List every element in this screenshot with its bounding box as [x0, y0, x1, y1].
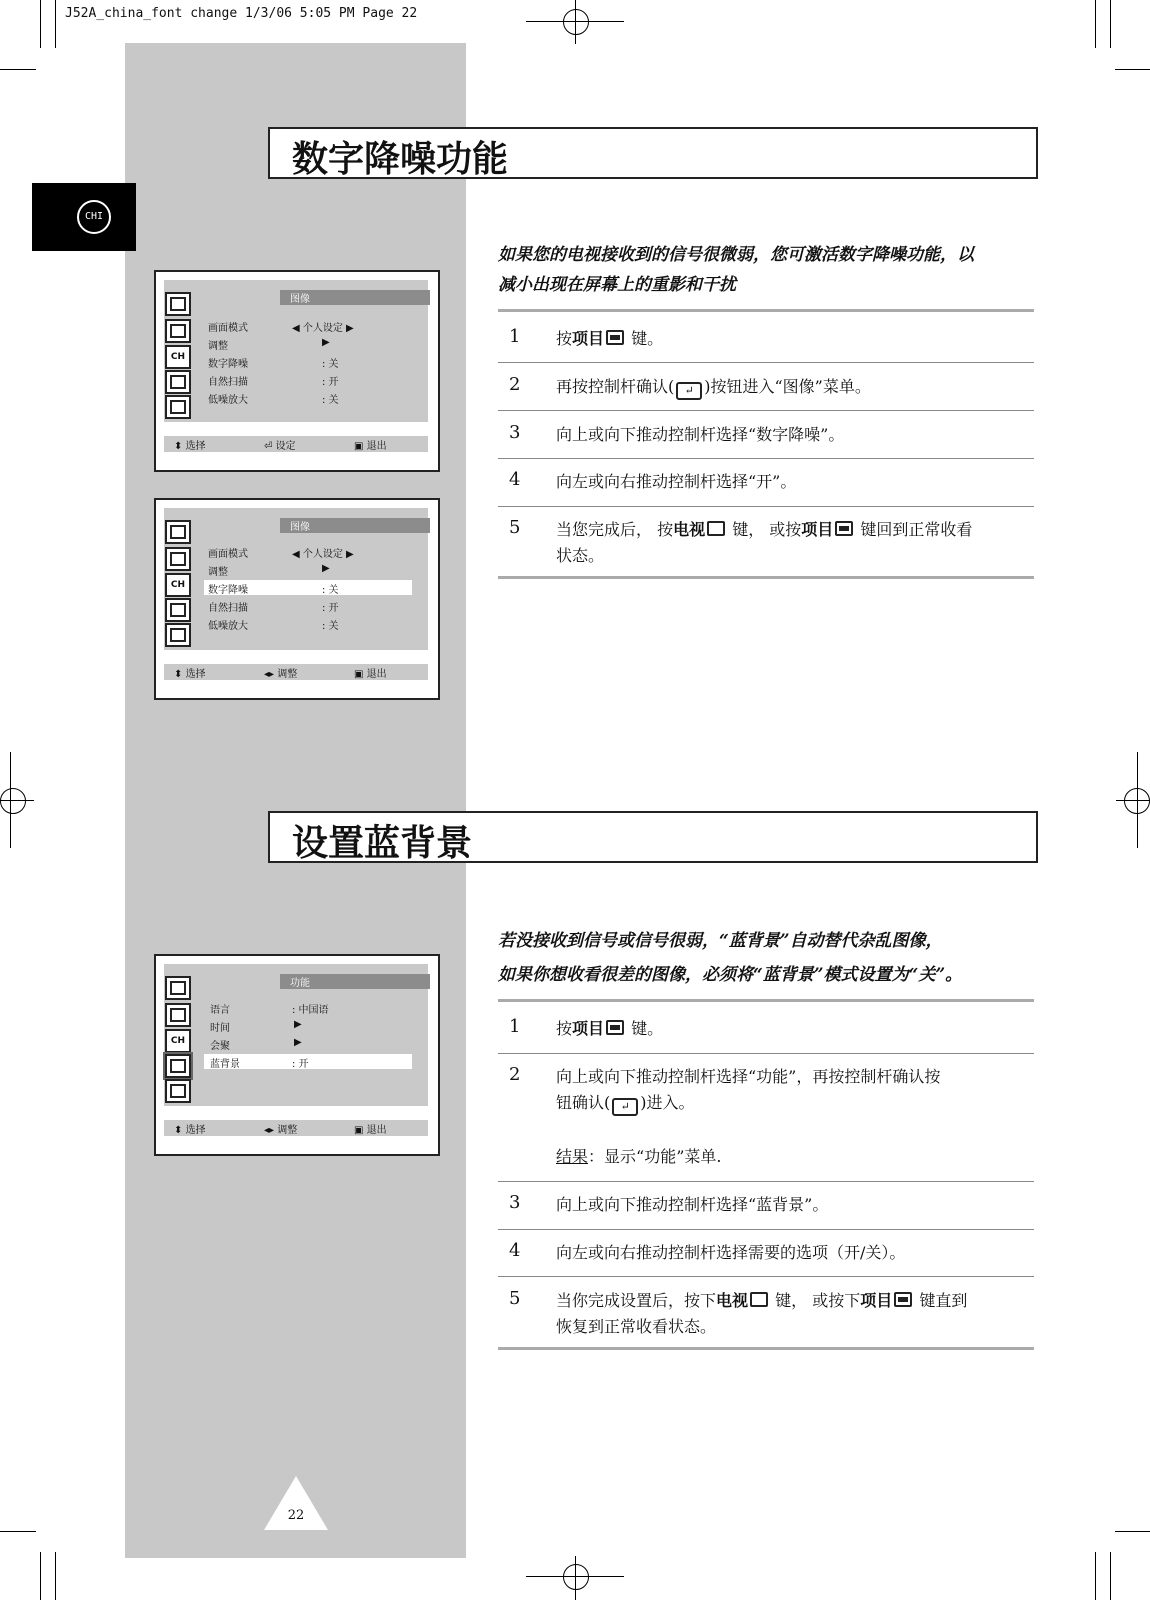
channel-menu-icon: CH: [165, 345, 191, 369]
divider: [498, 362, 1034, 363]
osd-screen: [154, 954, 440, 1156]
section-title-box: [268, 127, 1038, 179]
divider: [498, 410, 1034, 411]
page-number: 22: [287, 1508, 305, 1523]
step-text: 当您完成后， 按电视 键， 或按项目 键回到正常收看 状态。: [556, 520, 973, 565]
section-intro: [498, 240, 1038, 300]
divider: [498, 1181, 1034, 1182]
tv-button-icon: [750, 1292, 768, 1307]
osd-row-label: 语言: [210, 1005, 230, 1016]
menu-button-icon: [894, 1292, 912, 1307]
osd-row-value: : 关: [322, 585, 339, 596]
osd-row-label: 低噪放大: [208, 621, 248, 632]
function-menu-icon: [165, 598, 191, 622]
osd-footer: ⬍ 选择 ◂▸ 调整 ▣ 退出: [164, 1120, 428, 1136]
step-number: 5: [509, 517, 521, 538]
osd-row-value: : 关: [322, 621, 339, 632]
language-tab-label: CHI: [77, 200, 111, 234]
divider: [498, 999, 1034, 1002]
step-text: 向上或向下推动控制杆选择“数字降噪”。: [556, 425, 845, 444]
step-text: 当你完成设置后，按下电视 键， 或按下项目 键直到 恢复到正常收看状态。: [556, 1291, 968, 1336]
picture-menu-icon: [165, 292, 191, 316]
menu-button-icon: [606, 1020, 624, 1035]
crop-mark: [575, 0, 576, 44]
osd-row-label: 数字降噪: [208, 585, 248, 596]
step-number: 4: [509, 469, 521, 490]
tv-button-icon: [707, 521, 725, 536]
enter-icon: ↵: [676, 382, 702, 400]
osd-row-value: ▶: [322, 337, 330, 348]
intro-line: 若没接收到信号或信号很弱，“蓝背景”自动替代杂乱图像，: [498, 931, 943, 951]
sound-menu-icon: [165, 1003, 191, 1027]
osd-title: 图像: [280, 290, 430, 305]
crop-mark: [0, 69, 36, 70]
step-result: 结果：显示“功能”菜单.: [556, 1147, 722, 1166]
crop-mark: [1115, 69, 1150, 70]
osd-row-value: : 关: [322, 395, 339, 406]
osd-row-label: 数字降噪: [208, 359, 248, 370]
osd-row-label: 画面模式: [208, 323, 248, 334]
divider: [498, 1229, 1034, 1230]
menu-button-icon: [835, 521, 853, 536]
osd-row-value: : 开: [322, 377, 339, 388]
channel-menu-icon: CH: [165, 1029, 191, 1053]
osd-screen: [154, 270, 440, 472]
osd-title: 图像: [280, 518, 430, 533]
crop-mark: [0, 800, 34, 801]
osd-row-value: ▶: [294, 1019, 302, 1030]
print-header: J52A_china_font change 1/3/06 5:05 PM Page 22: [65, 6, 418, 21]
osd-row-value: ◀ 个人设定 ▶: [292, 323, 354, 334]
channel-menu-icon: CH: [165, 573, 191, 597]
sound-menu-icon: [165, 319, 191, 343]
step-number: 5: [509, 1288, 521, 1309]
osd-row-label: 自然扫描: [208, 377, 248, 388]
divider: [498, 1347, 1034, 1350]
pip-menu-icon: [165, 395, 191, 419]
osd-title: 功能: [280, 974, 430, 989]
section-intro: [498, 924, 1058, 992]
osd-row-value: : 开: [292, 1059, 309, 1070]
crop-mark: [1095, 1552, 1096, 1600]
osd-row-label: 画面模式: [208, 549, 248, 560]
registration-mark-icon: [0, 788, 26, 814]
step-number: 3: [509, 422, 521, 443]
step-text: 按项目 键。: [556, 329, 664, 348]
divider: [498, 1053, 1034, 1054]
step-text: 按项目 键。: [556, 1019, 664, 1038]
osd-row-label: 低噪放大: [208, 395, 248, 406]
step-number: 4: [509, 1240, 521, 1261]
crop-mark: [55, 1552, 56, 1600]
osd-row-label: 会聚: [210, 1041, 230, 1052]
intro-line: 如果你想收看很差的图像，必须将“蓝背景”模式设置为“关”。: [498, 965, 963, 985]
step-text: 向上或向下推动控制杆选择“蓝背景”。: [556, 1195, 829, 1214]
divider: [498, 506, 1034, 507]
crop-mark: [1116, 800, 1150, 801]
menu-button-icon: [606, 330, 624, 345]
step-text: 向上或向下推动控制杆选择“功能”，再按控制杆确认按 钮确认( ↵ )进入。: [556, 1064, 1036, 1116]
pip-menu-icon: [165, 623, 191, 647]
divider: [498, 309, 1034, 312]
divider: [498, 576, 1034, 579]
intro-line: 减小出现在屏幕上的重影和干扰: [498, 275, 736, 295]
osd-footer: ⬍ 选择 ◂▸ 调整 ▣ 退出: [164, 664, 428, 680]
crop-mark: [40, 0, 41, 48]
osd-row-value: : 开: [322, 603, 339, 614]
crop-mark: [575, 1556, 576, 1600]
osd-row-label: 自然扫描: [208, 603, 248, 614]
step-number: 1: [509, 326, 521, 347]
crop-mark: [1115, 1531, 1150, 1532]
section-title-box: [268, 811, 1038, 863]
enter-icon: ↵: [612, 1098, 638, 1116]
crop-mark: [1095, 0, 1096, 48]
step-number: 3: [509, 1192, 521, 1213]
pip-menu-icon: [165, 1079, 191, 1103]
sound-menu-icon: [165, 547, 191, 571]
osd-row-label: 调整: [208, 567, 228, 578]
osd-row-label: 蓝背景: [210, 1059, 240, 1070]
crop-mark: [40, 1552, 41, 1600]
osd-screen: [154, 498, 440, 700]
osd-row-value: ◀ 个人设定 ▶: [292, 549, 354, 560]
intro-line: 如果您的电视接收到的信号很微弱，您可激活数字降噪功能，以: [498, 245, 974, 265]
step-text: 再按控制杆确认( ↵ )按钮进入“图像”菜单。: [556, 374, 871, 400]
crop-mark: [0, 1531, 36, 1532]
step-number: 2: [509, 374, 521, 395]
osd-row-label: 调整: [208, 341, 228, 352]
osd-row-value: ▶: [294, 1037, 302, 1048]
registration-mark-icon: [563, 1564, 589, 1590]
crop-mark: [55, 0, 56, 48]
section-title: 设置蓝背景: [292, 822, 473, 864]
function-menu-icon: [165, 1054, 191, 1078]
registration-mark-icon: [563, 9, 589, 35]
osd-row-value: : 中国语: [292, 1005, 329, 1016]
osd-footer: ⬍ 选择 ⏎ 设定 ▣ 退出: [164, 436, 428, 452]
crop-mark: [1110, 0, 1111, 48]
crop-mark: [1110, 1552, 1111, 1600]
step-number: 1: [509, 1016, 521, 1037]
osd-row-label: 时间: [210, 1023, 230, 1034]
divider: [498, 458, 1034, 459]
osd-row-value: ▶: [322, 563, 330, 574]
step-number: 2: [509, 1064, 521, 1085]
step-text: 向左或向右推动控制杆选择需要的选项（开/关）。: [556, 1243, 906, 1262]
picture-menu-icon: [165, 976, 191, 1000]
function-menu-icon: [165, 370, 191, 394]
picture-menu-icon: [165, 520, 191, 544]
step-text: 向左或向右推动控制杆选择“开”。: [556, 472, 797, 491]
section-title: 数字降噪功能: [292, 138, 509, 180]
divider: [498, 1276, 1034, 1277]
osd-row-value: : 关: [322, 359, 339, 370]
